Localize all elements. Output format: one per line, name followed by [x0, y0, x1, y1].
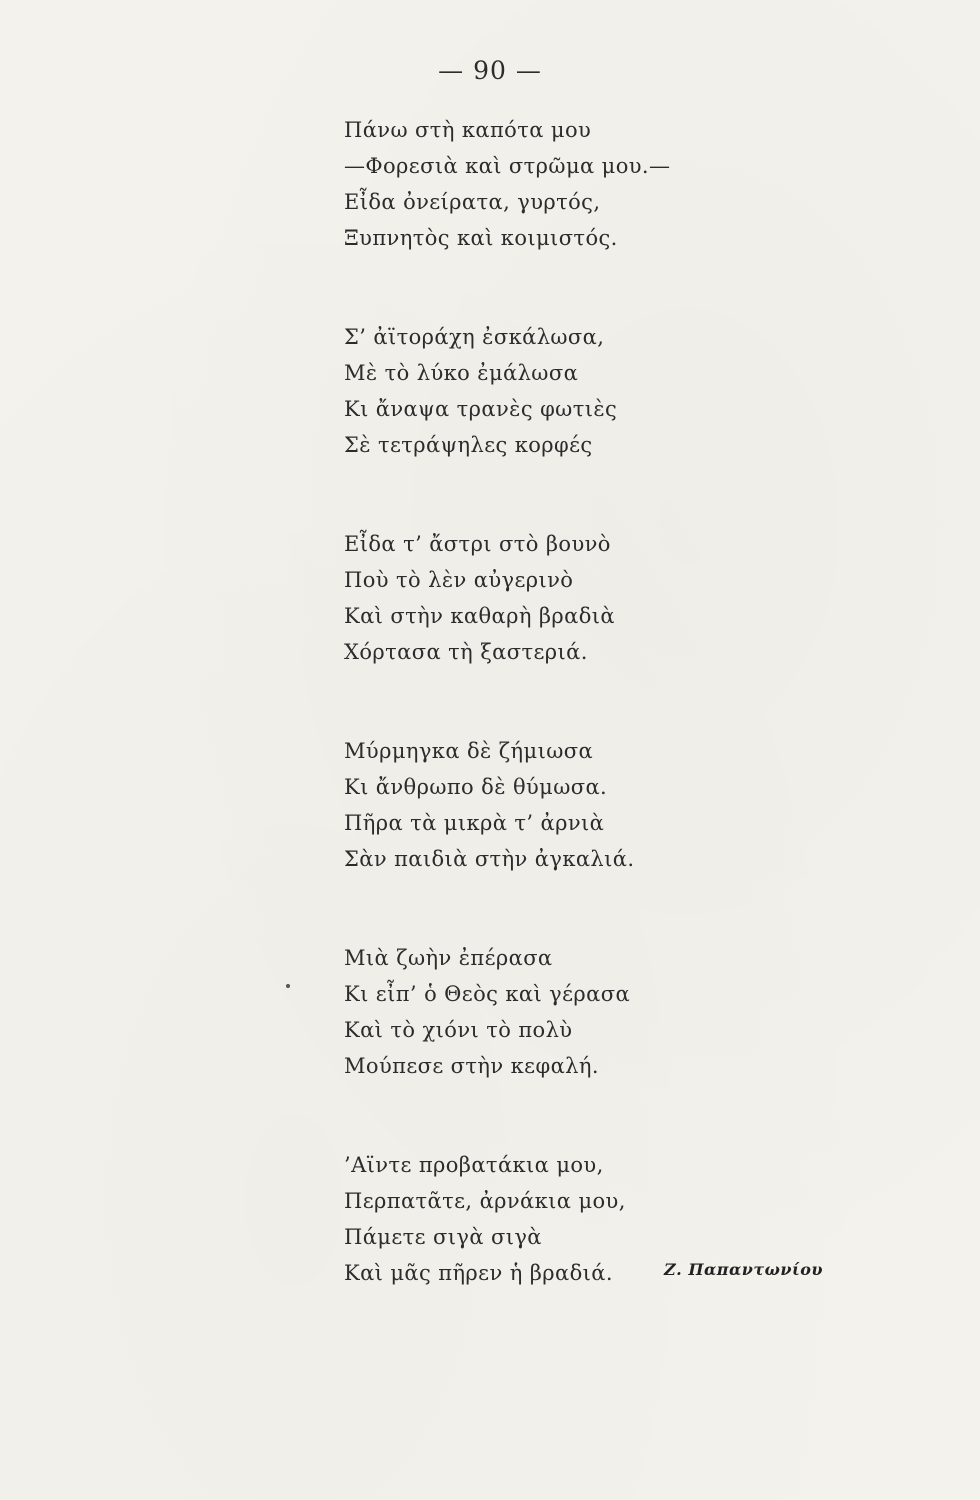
- stanza-4: [344, 733, 814, 877]
- poem-line: Καὶ μᾶς πῆρεν ἡ βραδιά.: [344, 1261, 613, 1285]
- poem-line: Κι ἄνθρωπο δὲ θύμωσα.: [344, 775, 608, 799]
- poem-line: Εἶδα ὀνείρατα, γυρτός,: [344, 190, 601, 214]
- stanza-5: [344, 940, 814, 1084]
- poem-line: Κι εἶπ’ ὁ Θεὸς καὶ γέρασα: [344, 982, 631, 1006]
- poem-line: Καὶ στὴν καθαρὴ βραδιὰ: [344, 604, 616, 628]
- poem-line: Μὲ τὸ λύκο ἐμάλωσα: [344, 361, 579, 385]
- ink-speck: [286, 984, 290, 988]
- stanza-1: [344, 112, 814, 256]
- poem-line: Εἶδα τ’ ἄστρι στὸ βουνὸ: [344, 532, 611, 556]
- poem-line: Σὲ τετράψηλες κορφές: [344, 433, 593, 457]
- poem-line: Μύρμηγκα δὲ ζήμιωσα: [344, 739, 594, 763]
- poem-body: [344, 112, 814, 1354]
- poem-line: Ποὺ τὸ λὲν αὐγερινὸ: [344, 568, 574, 592]
- poem-line: Περπατᾶτε, ἀρνάκια μου,: [344, 1189, 626, 1213]
- poem-line: Κι ἄναψα τρανὲς φωτιὲς: [344, 397, 618, 421]
- poem-line: Μιὰ ζωὴν ἐπέρασα: [344, 946, 553, 970]
- poem-line: —Φορεσιὰ καὶ στρῶμα μου.—: [344, 154, 671, 178]
- stanza-3: [344, 526, 814, 670]
- poem-line: Σ’ ἀϊτοράχη ἐσκάλωσα,: [344, 325, 605, 349]
- poem-line: Ξυπνητὸς καὶ κοιμιστός.: [344, 226, 618, 250]
- page-number: — 90 —: [438, 56, 542, 85]
- poem-line: Χόρτασα τὴ ξαστεριά.: [344, 640, 588, 664]
- poem-line: ’Αϊντε προβατάκια μου,: [344, 1153, 604, 1177]
- poem-line: Πῆρα τὰ μικρὰ τ’ ἀρνιὰ: [344, 811, 605, 835]
- poem-line: Καὶ τὸ χιόνι τὸ πολὺ: [344, 1018, 573, 1042]
- poem-line: Μούπεσε στὴν κεφαλή.: [344, 1054, 599, 1078]
- poem-line: Σὰν παιδιὰ στὴν ἀγκαλιά.: [344, 847, 635, 871]
- poem-line: Πάμετε σιγὰ σιγὰ: [344, 1225, 542, 1249]
- stanza-2: [344, 319, 814, 463]
- poem-line: Πάνω στὴ καπότα μου: [344, 118, 592, 142]
- author-signature: Ζ. Παπαντωνίου: [664, 1260, 823, 1279]
